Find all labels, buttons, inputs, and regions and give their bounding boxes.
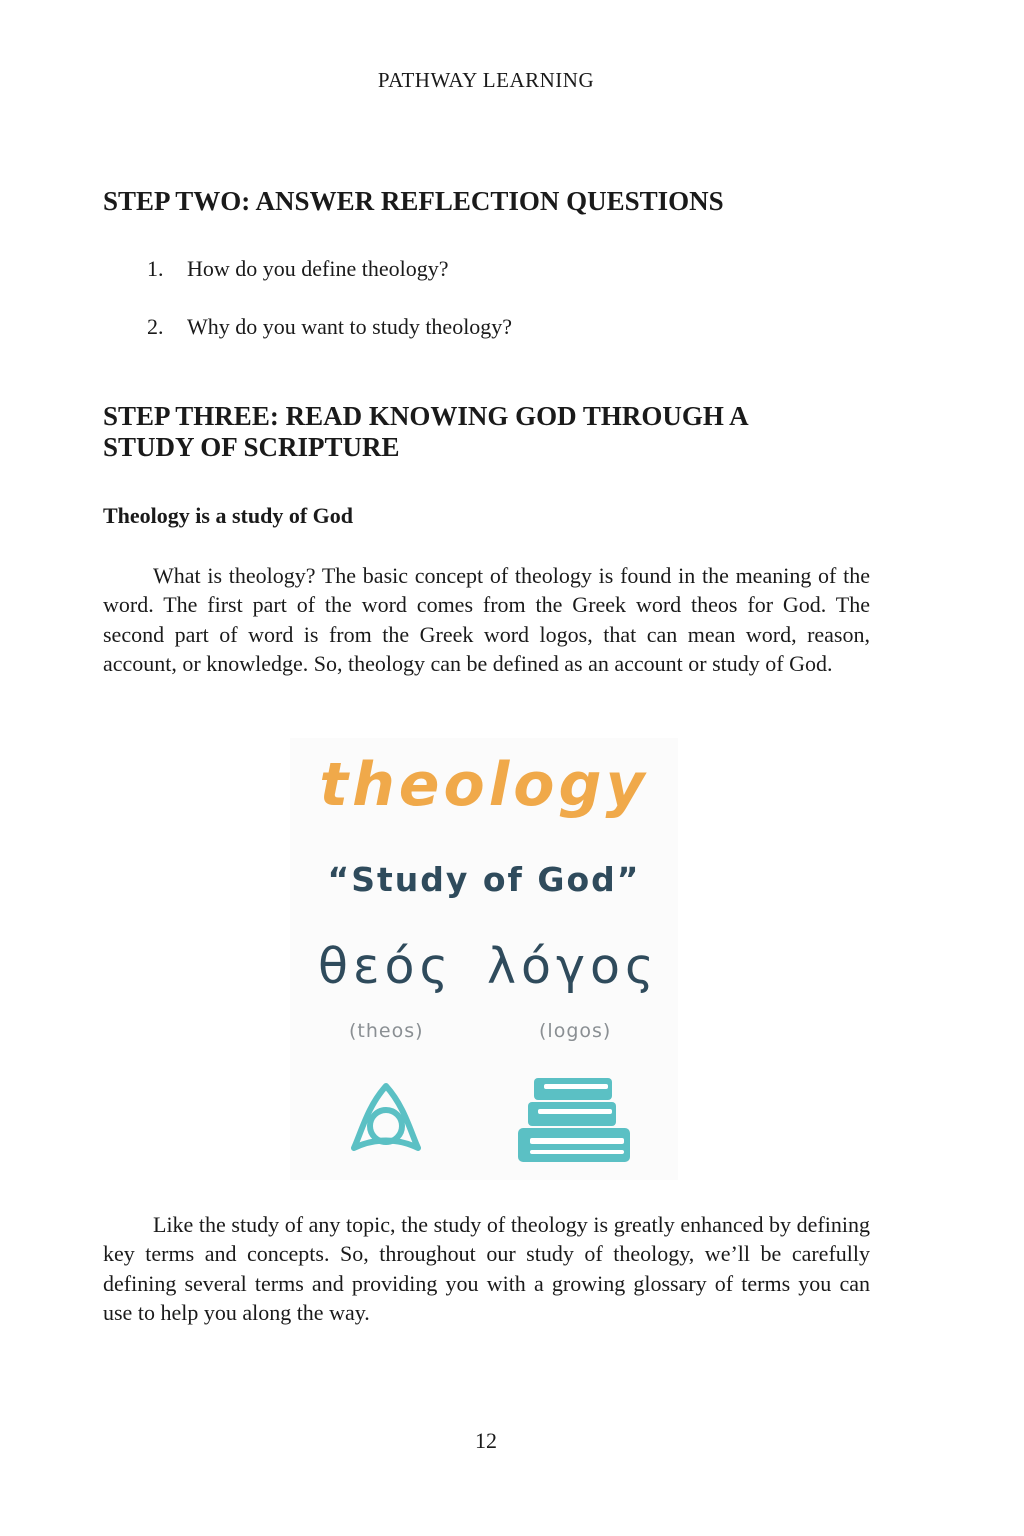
body-paragraph-1: What is theology? The basic concept of theology is found in the meaning of the word. The first part of the word comes from the Greek word theos for God. The second part of word is from the Greek word logos, that can mean word, reason, account, or knowledge. So, theology can be defined as an account or study of God. [103, 563, 870, 676]
section-subheading: Theology is a study of God [103, 503, 353, 528]
greek-theos: θεός [318, 938, 454, 995]
step-two-heading: STEP TWO: ANSWER REFLECTION QUESTIONS [103, 186, 724, 216]
theology-figure [290, 738, 678, 1180]
figure-title: theology [319, 750, 649, 820]
question-text: How do you define theology? [187, 256, 449, 281]
page-number: 12 [475, 1428, 497, 1453]
question-number: 1. [147, 256, 164, 281]
greek-logos: λόγος [487, 938, 659, 995]
list-item [147, 256, 449, 282]
question-text: Why do you want to study theology? [187, 314, 513, 339]
question-number: 2. [147, 314, 164, 339]
step-three-heading: STEP THREE: READ KNOWING GOD THROUGH A STUDY OF SCRIPTURE [103, 401, 748, 462]
translit-logos: (logos) [539, 1020, 612, 1042]
list-item [147, 314, 512, 340]
translit-theos: (theos) [349, 1020, 424, 1042]
body-paragraph-2: Like the study of any topic, the study of theology is greatly enhanced by defining key terms and concepts. So, throughout our study of theology, we’ll be carefully defining several terms and providing you with a growing glossary of terms you can use to help you along the way. [103, 1212, 870, 1325]
trinity-knot-icon [346, 1078, 426, 1163]
books-stack-icon [516, 1076, 634, 1175]
figure-subtitle: “Study of God” [327, 860, 641, 899]
running-header: PATHWAY LEARNING [377, 68, 595, 92]
